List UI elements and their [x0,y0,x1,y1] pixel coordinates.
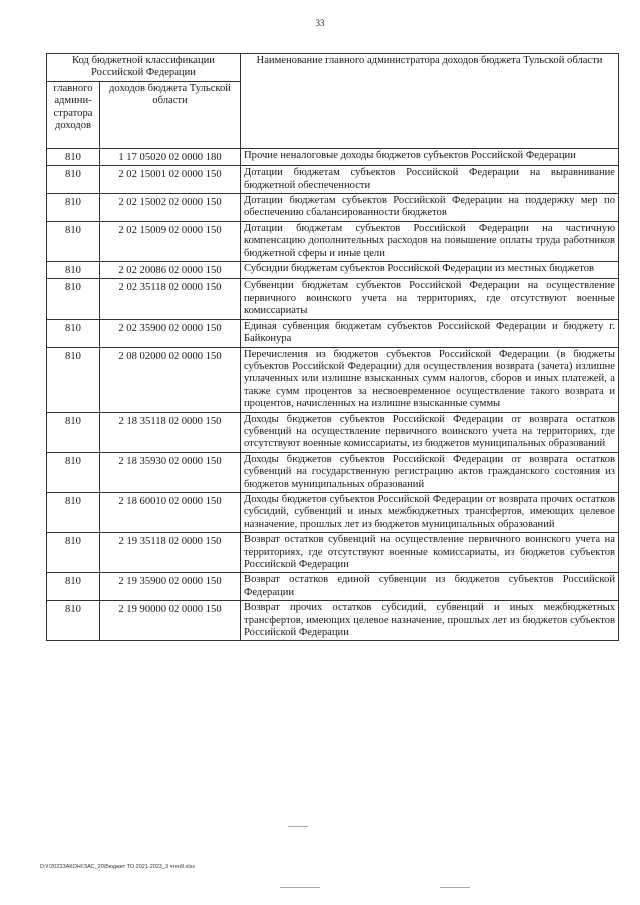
revenue-code-cell: 2 02 15002 02 0000 150 [100,194,241,222]
admin-code-cell: 810 [47,319,100,347]
table-row [47,279,619,319]
revenue-name-cell: Единая субвенция бюджетам субъектов Российской Федерации и бюджету г. Байконура [241,319,619,347]
administrator-name-header: Наименование главного администратора доходов бюджета Тульской области [241,54,619,149]
scan-speck [280,887,320,888]
revenue-code-cell: 2 02 15001 02 0000 150 [100,166,241,194]
admin-code-cell: 810 [47,221,100,261]
table-row [47,492,619,532]
table-row [47,533,619,573]
table-row [47,452,619,492]
admin-code-cell: 810 [47,166,100,194]
table-row [47,601,619,641]
admin-code-cell: 810 [47,452,100,492]
table-row [47,412,619,452]
scan-speck [288,826,308,827]
admin-code-cell: 810 [47,279,100,319]
revenue-name-cell: Возврат остатков субвенций на осуществление первичного воинского учета на территориях, где отсутствуют военные комиссариаты, из бюджетов субъектов Российской Федерации [241,533,619,573]
revenue-code-cell: 2 02 15009 02 0000 150 [100,221,241,261]
revenue-name-cell: Дотации бюджетам субъектов Российской Федерации на частичную компенсацию дополнительных расходов на повышение оплаты труда работников бюджетной сферы и иные цели [241,221,619,261]
revenue-column-header: доходов бюджета Тульской области [100,81,241,148]
admin-code-cell: 810 [47,148,100,165]
table-row [47,573,619,601]
admin-code-cell: 810 [47,262,100,279]
budget-revenue-table [46,53,619,641]
revenue-name-cell: Возврат остатков единой субвенции из бюджетов субъектов Российской Федерации [241,573,619,601]
revenue-code-cell: 2 18 35118 02 0000 150 [100,412,241,452]
revenue-name-cell: Возврат прочих остатков субсидий, субвенций и иных межбюджетных трансфертов, имеющих целевое назначение, прошлых лет из бюджетов субъектов Российской Федерации [241,601,619,641]
admin-code-cell: 810 [47,412,100,452]
classification-code-header: Код бюджетной классификации Российской Федерации [47,54,241,82]
admin-code-cell: 810 [47,194,100,222]
revenue-code-cell: 2 08 02000 02 0000 150 [100,347,241,412]
table-row [47,148,619,165]
revenue-code-cell: 2 02 35118 02 0000 150 [100,279,241,319]
revenue-name-cell: Субсидии бюджетам субъектов Российской Федерации из местных бюджетов [241,262,619,279]
revenue-code-cell: 1 17 05020 02 0000 180 [100,148,241,165]
revenue-name-cell: Доходы бюджетов субъектов Российской Федерации от возврата остатков субвенций на государственную регистрацию актов гражданского состояния из бюджетов муниципальных образований [241,452,619,492]
revenue-name-cell: Прочие неналоговые доходы бюджетов субъектов Российской Федерации [241,148,619,165]
revenue-code-cell: 2 18 35930 02 0000 150 [100,452,241,492]
revenue-code-cell: 2 19 35900 02 0000 150 [100,573,241,601]
admin-code-cell: 810 [47,492,100,532]
revenue-code-cell: 2 18 60010 02 0000 150 [100,492,241,532]
revenue-name-cell: Доходы бюджетов субъектов Российской Федерации от возврата прочих остатков субсидий, субвенций и иных межбюджетных трансфертов, имеющих целевое назначение, прошлых лет из бюджетов муниципальных образований [241,492,619,532]
scan-speck [440,887,470,888]
revenue-name-cell: Субвенции бюджетам субъектов Российской Федерации на осуществление первичного воинского учета на территориях, где отсутствуют военные комиссариаты [241,279,619,319]
admin-column-header: главного админи-стратора доходов [47,81,100,148]
revenue-code-cell: 2 19 90000 02 0000 150 [100,601,241,641]
revenue-code-cell: 2 02 35900 02 0000 150 [100,319,241,347]
table-row [47,319,619,347]
revenue-name-cell: Дотации бюджетам субъектов Российской Федерации на поддержку мер по обеспечению сбалансированности бюджетов [241,194,619,222]
admin-code-cell: 810 [47,347,100,412]
table-body [47,148,619,641]
admin-code-cell: 810 [47,601,100,641]
table-row [47,194,619,222]
table-row [47,347,619,412]
footer-file-path: D:\!!2023ЗАКОН\!ЗАС_20\Бюджет ТО 2021-2023_3 чтен9.xlsx [40,864,196,870]
admin-code-cell: 810 [47,533,100,573]
table-row [47,166,619,194]
revenue-name-cell: Дотации бюджетам субъектов Российской Федерации на выравнивание бюджетной обеспеченности [241,166,619,194]
table-row [47,221,619,261]
revenue-code-cell: 2 02 20086 02 0000 150 [100,262,241,279]
admin-code-cell: 810 [47,573,100,601]
revenue-name-cell: Доходы бюджетов субъектов Российской Федерации от возврата остатков субвенций на осуществление первичного воинского учета на территориях, где отсутствуют военные комиссариаты, из бюджетов муниципальных образований [241,412,619,452]
revenue-code-cell: 2 19 35118 02 0000 150 [100,533,241,573]
revenue-name-cell: Перечисления из бюджетов субъектов Российской Федерации (в бюджеты субъектов Российской Федерации) для осуществления возврата (зачета) излишне уплаченных или излишне взысканных сумм налогов, сборов и иных платежей, а также сумм процентов за несвоевременное осуществление такого возврата и процентов, начисленных на излишне взысканные суммы [241,347,619,412]
page-number: 33 [315,18,325,28]
table-row [47,262,619,279]
